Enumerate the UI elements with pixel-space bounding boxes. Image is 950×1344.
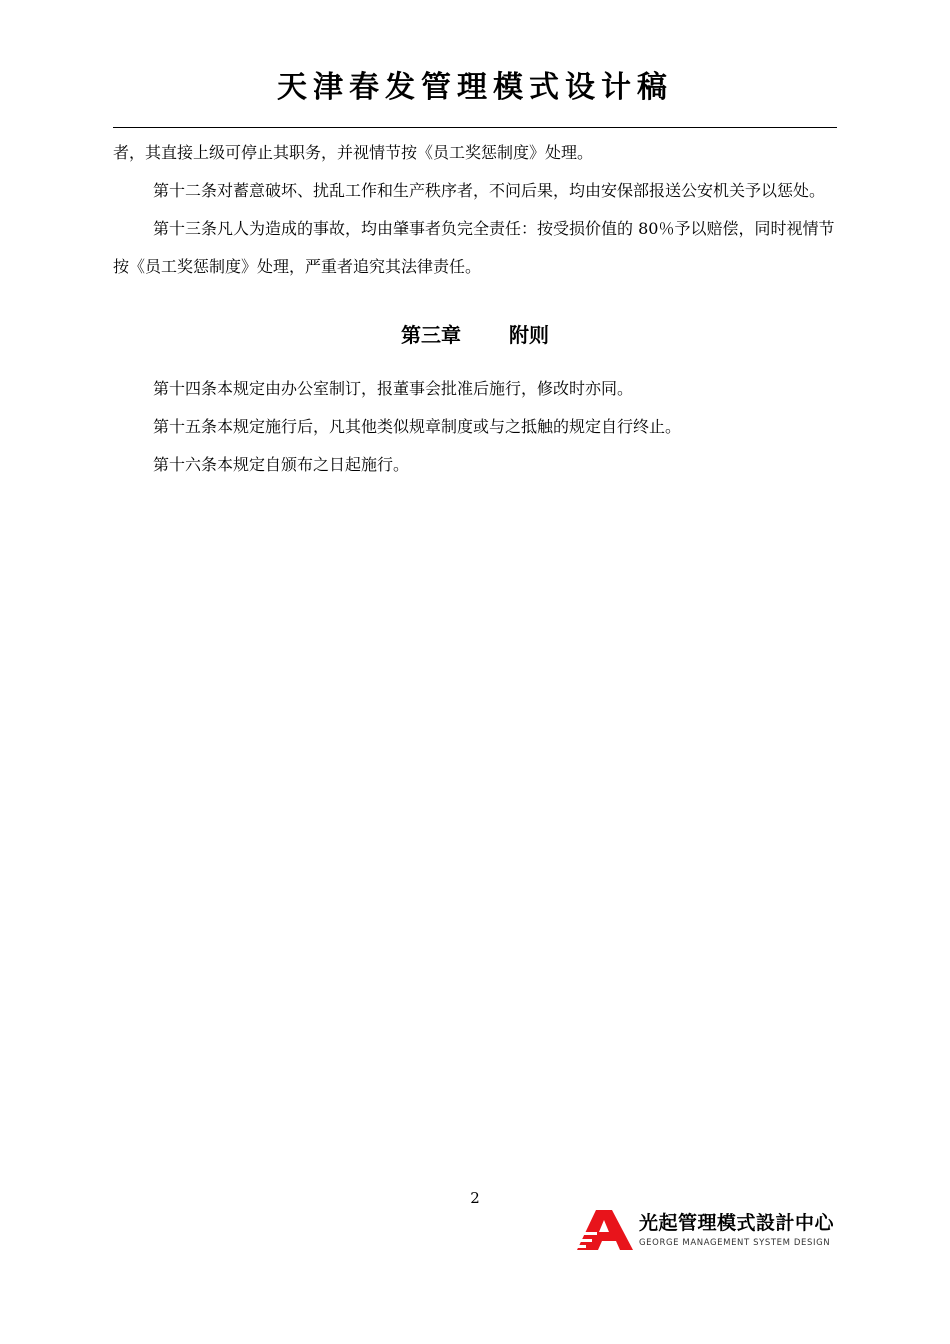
red-letter-a-logo-icon	[575, 1210, 633, 1250]
chapter-heading	[113, 286, 837, 370]
paragraph-continued: 者，其直接上级可停止其职务，并视情节按《员工奖惩制度》处理。	[113, 143, 594, 162]
document-header-title: 天津春发管理模式设计稿	[277, 70, 673, 105]
header-divider	[113, 127, 837, 128]
paragraph-article-15: 第十五条本规定施行后，凡其他类似规章制度或与之抵触的规定自行终止。	[153, 417, 682, 436]
document-body	[113, 134, 837, 484]
paragraph-article-13: 第十三条凡人为造成的事故，均由肇事者负完全责任：按受损价值的 80％予以赔偿，同时视情节按《员工奖惩制度》处理，严重者追究其法律责任。	[113, 219, 835, 276]
paragraph-article-16: 第十六条本规定自颁布之日起施行。	[153, 455, 410, 474]
chapter-number: 第三章	[401, 323, 461, 347]
chapter-title: 附则	[509, 323, 549, 347]
company-logo	[575, 1208, 840, 1252]
logo-english-name: GEORGE MANAGEMENT SYSTEM DESIGN	[639, 1238, 831, 1248]
logo-chinese-name: 光起管理模式設計中心	[639, 1212, 835, 1234]
paragraph-article-14: 第十四条本规定由办公室制订，报董事会批准后施行，修改时亦同。	[153, 379, 634, 398]
page-number: 2	[470, 1189, 480, 1207]
paragraph-article-12: 第十二条对蓄意破坏、扰乱工作和生产秩序者，不问后果，均由安保部报送公安机关予以惩处。	[153, 181, 826, 200]
